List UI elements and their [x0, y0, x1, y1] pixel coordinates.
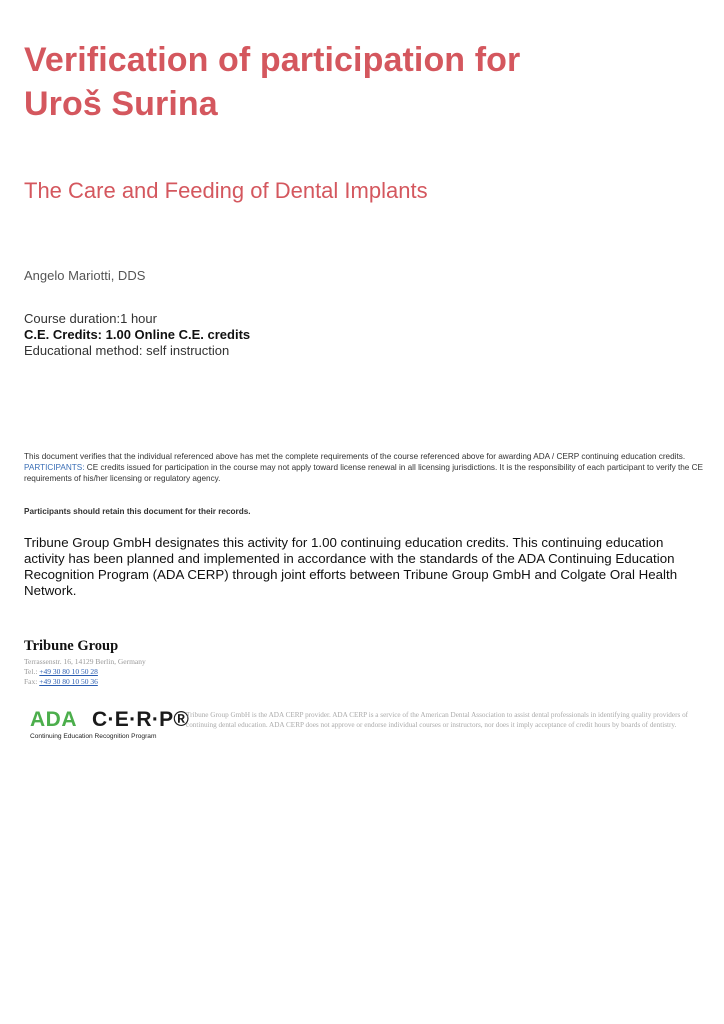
designation-statement: Tribune Group GmbH designates this activity for 1.00 continuing education credits. This continuing education activity has been planned and implemented in accordance with the standards of the ADA Continuing Education Recognition Program (ADA CERP) through joint efforts between Tribune Group GmbH and Colgate Oral Health Network. [24, 535, 678, 598]
tel-label: Tel.: [24, 667, 40, 676]
ada-disclaimer: Tribune Group GmbH is the ADA CERP provider. ADA CERP is a service of the American Dental Association to assist dental professionals in identifying quality providers of continuing dental education. ADA CERP does not approve or endorse individual courses or instructors, nor does it imply acceptance of credit hours by boards of dentistry. [186, 711, 689, 729]
participants-note [24, 462, 704, 484]
participants-label: PARTICIPANTS: [24, 463, 85, 472]
organization-tel [24, 667, 146, 677]
cerp-subtitle: Continuing Education Recognition Program [30, 733, 157, 740]
participants-text: CE credits issued for participation in the course may not apply toward license renewal in all licensing jurisdictions. It is the responsibility of each participant to verify the CE requirements of his/her licensing or regulatory agency. [24, 463, 703, 483]
organization-block [24, 638, 146, 687]
cerp-logo-text: C·E·R·P® [92, 708, 190, 731]
verification-text: This document verifies that the individual referenced above has met the complete requirements of the course referenced above for awarding ADA / CERP continuing education credits. [24, 452, 686, 461]
participant-name: Uroš Surina [24, 85, 218, 123]
course-info [24, 311, 250, 359]
course-method: Educational method: self instruction [24, 343, 230, 358]
fax-link[interactable]: +49 30 80 10 50 36 [39, 677, 98, 686]
organization-address: Terrassenstr. 16, 14129 Berlin, Germany [24, 657, 146, 666]
course-title: The Care and Feeding of Dental Implants [24, 178, 428, 203]
course-duration: Course duration:1 hour [24, 311, 157, 326]
ada-logo-text: ADA [30, 708, 77, 731]
tel-link[interactable]: +49 30 80 10 50 28 [39, 667, 98, 676]
title-line-1: Verification of participation for [24, 41, 521, 79]
course-author: Angelo Mariotti, DDS [24, 268, 146, 283]
ada-cerp-logo [26, 708, 190, 744]
retain-notice: Participants should retain this document for their records. [24, 507, 251, 516]
course-credits: C.E. Credits: 1.00 Online C.E. credits [24, 327, 251, 342]
page-title [24, 38, 684, 126]
organization-fax [24, 677, 146, 687]
fax-label: Fax: [24, 677, 40, 686]
fineprint [24, 451, 704, 484]
organization-name: Tribune Group [24, 638, 119, 654]
